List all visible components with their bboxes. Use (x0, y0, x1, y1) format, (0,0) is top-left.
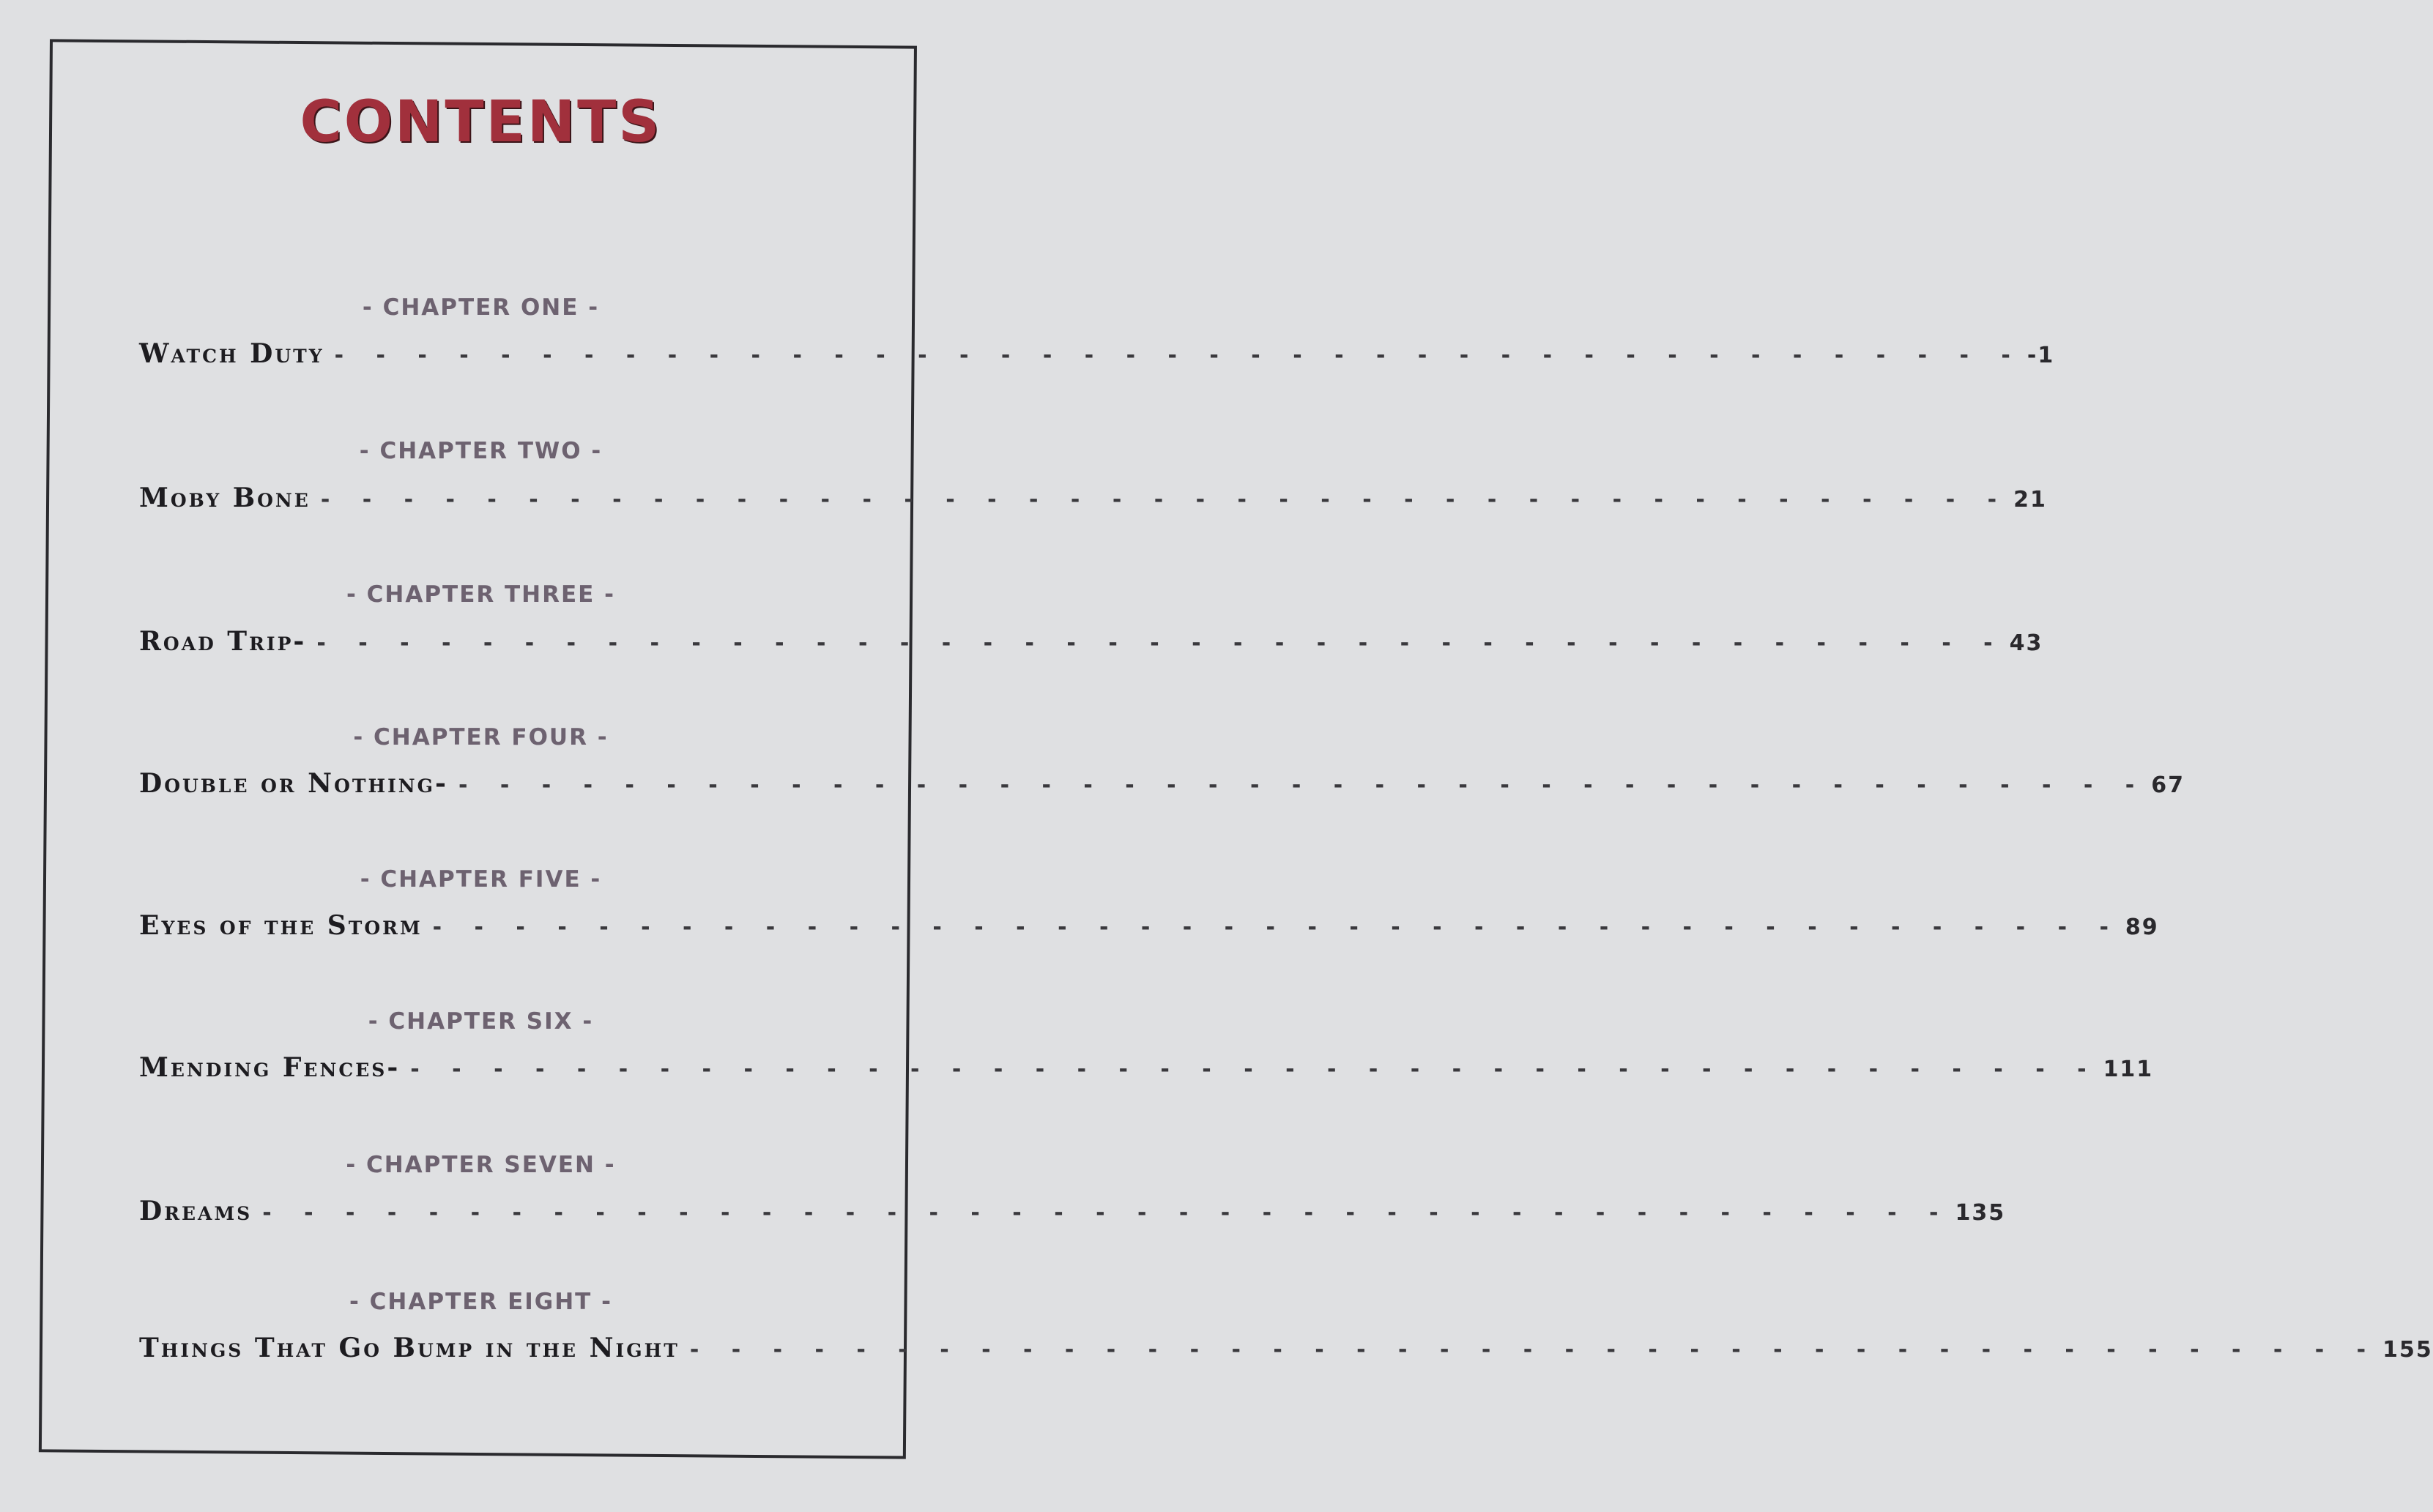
dot-leader: - - - - - - - - - - - - - - - - - - - - - - - - - - - - - - - - - - - - - - - - - (262, 1200, 1951, 1226)
dot-leader: - - - - - - - - - - - - - - - - - - - - - - - - - - - - - - - - - - - - - - - - - (432, 915, 2121, 940)
chapter-label: - CHAPTER FOUR - (353, 724, 609, 751)
toc-entry[interactable] (139, 1196, 2006, 1228)
entry-title: Eyes of the Storm (139, 910, 423, 941)
chapter-label: - CHAPTER SIX - (368, 1008, 594, 1035)
page-number: 89 (2125, 915, 2159, 940)
entry-title: Mending Fences- (139, 1052, 401, 1083)
entry-title: Watch Duty (139, 338, 324, 369)
entry-title: Road Trip- (139, 626, 307, 657)
page-number: 67 (2151, 772, 2185, 798)
toc-entry[interactable] (139, 910, 2159, 942)
chapter-label: - CHAPTER THREE - (346, 581, 616, 608)
dot-leader: - - - - - - - - - - - - - - - - - - - - - - - - - - - - - - - - - - - - - - - - - (458, 772, 2147, 798)
chapter-label: - CHAPTER ONE - (362, 294, 600, 321)
page-number: -1 (2027, 343, 2055, 368)
chapter-label: - CHAPTER SEVEN - (346, 1152, 616, 1178)
entry-title: Things That Go Bump in the Night (139, 1333, 680, 1363)
dot-leader: - - - - - - - - - - - - - - - - - - - - - - - - - - - - - - - - - - - - - - - - - (320, 487, 2010, 513)
page-number: 155 (2382, 1337, 2433, 1363)
page-number: 21 (2013, 487, 2047, 513)
page-title: CONTENTS (300, 89, 662, 155)
entry-title: Double or Nothing- (139, 768, 448, 799)
page-number: 111 (2103, 1057, 2154, 1082)
dot-leader: - - - - - - - - - - - - - - - - - - - - - - - - - - - - - - - - - - - - - - - - - (410, 1057, 2099, 1082)
dot-leader: - - - - - - - - - - - - - - - - - - - - - - - - - - - - - - - - - - - - - - - - - (689, 1337, 2379, 1363)
chapter-label: - CHAPTER EIGHT - (349, 1289, 612, 1315)
toc-entry[interactable] (139, 768, 2185, 800)
chapter-label: - CHAPTER TWO - (359, 438, 603, 464)
entry-title: Moby Bone (139, 483, 311, 513)
page-number: 135 (1955, 1200, 2006, 1226)
dot-leader: - - - - - - - - - - - - - - - - - - - - - - - - - - - - - - - - - - - - - - - - - (334, 343, 2023, 368)
toc-entry[interactable] (139, 626, 2043, 658)
toc-entry[interactable] (139, 338, 2055, 370)
dot-leader: - - - - - - - - - - - - - - - - - - - - - - - - - - - - - - - - - - - - - - - - - (316, 630, 2005, 656)
chapter-label: - CHAPTER FIVE - (360, 866, 602, 893)
entry-title: Dreams (139, 1196, 253, 1226)
toc-entry[interactable] (139, 1333, 2433, 1365)
toc-entry[interactable] (139, 1052, 2154, 1084)
page-number: 43 (2009, 630, 2043, 656)
toc-entry[interactable] (139, 483, 2047, 515)
